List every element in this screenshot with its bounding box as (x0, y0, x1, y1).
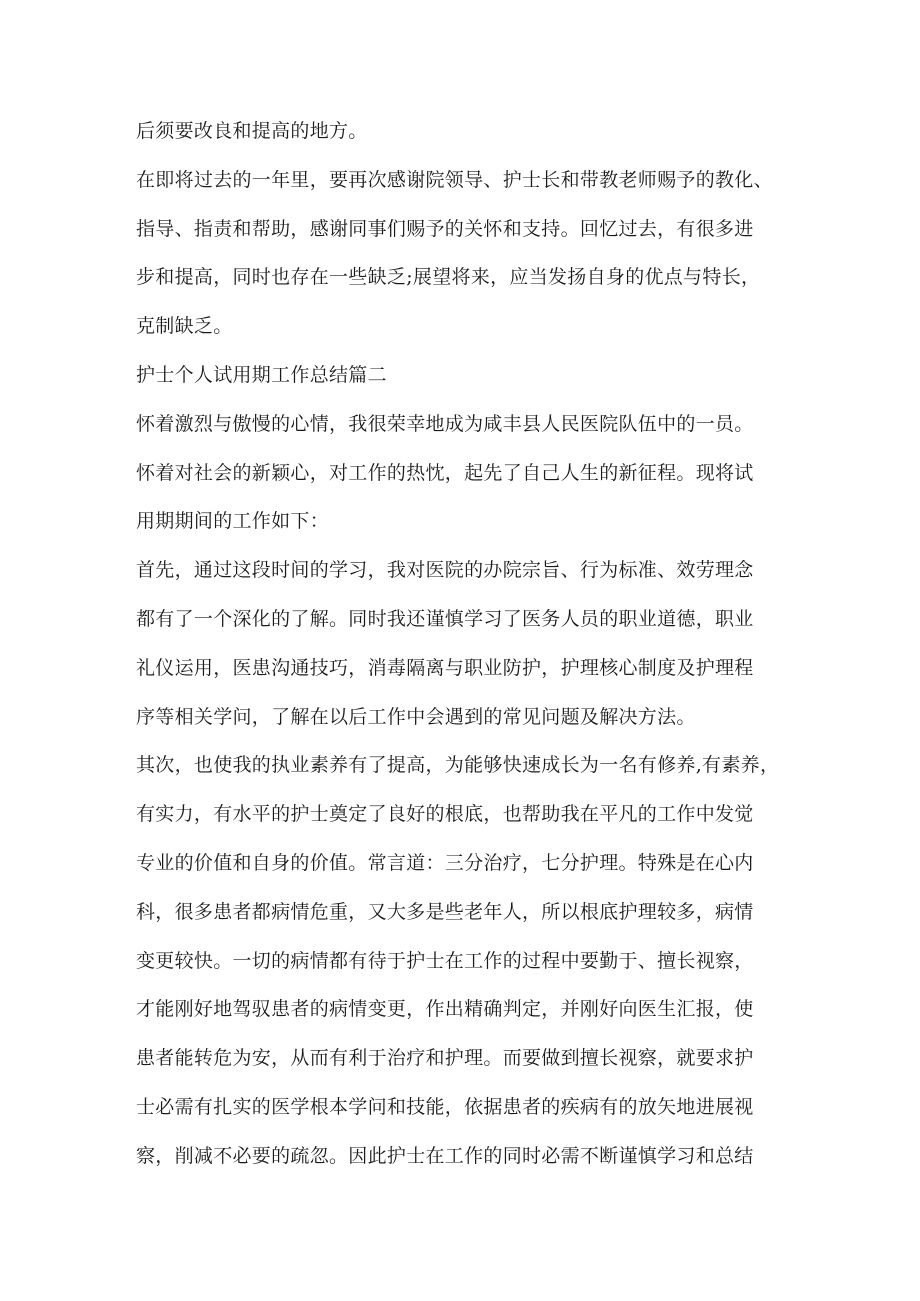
document-body (136, 107, 796, 1181)
text-line: 察，削减不必要的疏忽。因此护士在工作的同时必需不断谨慎学习和总结 (136, 1144, 754, 1167)
text-line: 有实力，有水平的护士奠定了良好的根底，也帮助我在平凡的工作中发觉 (136, 803, 754, 826)
text-line: 在即将过去的一年里，要再次感谢院领导、护士长和带教老师赐予的教化、 (136, 168, 773, 191)
text-line: 指导、指责和帮助，感谢同事们赐予的关怀和支持。回忆过去，有很多进 (136, 217, 754, 240)
text-line: 专业的价值和自身的价值。常言道：三分治疗，七分护理。特殊是在心内 (136, 851, 754, 874)
text-line: 礼仪运用，医患沟通技巧，消毒隔离与职业防护，护理核心制度及护理程 (136, 656, 754, 679)
section-heading: 护士个人试用期工作总结篇二 (136, 363, 387, 386)
text-line: 士必需有扎实的医学根本学问和技能，依据患者的疾病有的放矢地进展视 (136, 1095, 754, 1118)
text-line: 都有了一个深化的了解。同时我还谨慎学习了医务人员的职业道德，职业 (136, 607, 754, 630)
text-line: 首先，通过这段时间的学习，我对医院的办院宗旨、行为标准、效劳理念 (136, 559, 754, 582)
text-line: 后须要改良和提高的地方。 (136, 120, 368, 142)
text-line: 怀着对社会的新颖心，对工作的热忱，起先了自己人生的新征程。现将试 (136, 461, 754, 484)
text-line: 患者能转危为安，从而有利于治疗和护理。而要做到擅长视察，就要求护 (136, 1047, 754, 1070)
text-line: 其次，也使我的执业素养有了提高，为能够快速成长为一名有修养,有素养， (136, 754, 780, 777)
text-line: 步和提高，同时也存在一些缺乏;展望将来，应当发扬自身的优点与特长， (136, 266, 761, 289)
text-line: 克制缺乏。 (136, 315, 233, 338)
text-line: 怀着激烈与傲慢的心情，我很荣幸地成为咸丰县人民医院队伍中的一员。 (136, 412, 754, 435)
text-line: 科，很多患者都病情危重，又大多是些老年人，所以根底护理较多，病情 (136, 900, 754, 923)
text-line: 变更较快。一切的病情都有待于护士在工作的过程中要勤于、擅长视察， (136, 949, 754, 972)
text-line: 才能刚好地驾驭患者的病情变更，作出精确判定，并刚好向医生汇报，使 (136, 998, 754, 1021)
text-line: 用期期间的工作如下： (136, 510, 330, 533)
text-line: 序等相关学问，了解在以后工作中会遇到的常见问题及解决方法。 (136, 705, 696, 728)
